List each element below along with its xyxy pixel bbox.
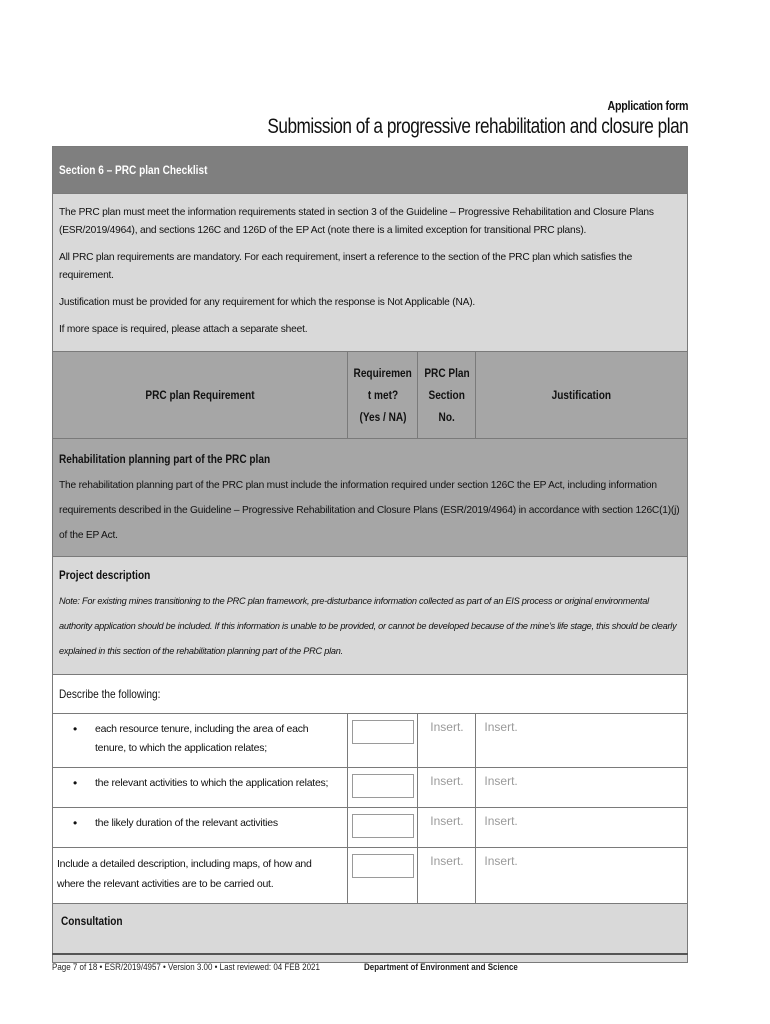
table-row	[53, 768, 688, 808]
section-no-field[interactable]: Insert.	[418, 768, 476, 808]
requirement-met-input[interactable]	[352, 854, 414, 878]
section-intro	[53, 194, 688, 352]
requirement-met-input[interactable]	[352, 774, 414, 798]
footer-page-info: Page 7 of 18 • ESR/2019/4957 • Version 3.00 • Last reviewed: 04 FEB 2021	[52, 962, 320, 973]
justification-field[interactable]: Insert.	[476, 808, 688, 848]
column-header-requirement-met: Requiremen t met? (Yes / NA)	[348, 352, 418, 439]
intro-paragraph: If more space is required, please attach a separate sheet.	[59, 324, 308, 335]
intro-paragraph: The PRC plan must meet the information requirements stated in section 3 of the Guideline – Progressive Rehabilitation and Closure Plans (ESR/2019/4964), and sections 126C and 126D of the EP Act (note there is a limited exception for transitional PRC plans).	[59, 207, 654, 236]
form-header	[175, 98, 688, 139]
table-row	[53, 848, 688, 904]
requirement-met-input[interactable]	[352, 814, 414, 838]
form-title: Submission of a progressive rehabilitation and closure plan	[267, 115, 688, 138]
column-header-section-no: PRC Plan Section No.	[418, 352, 476, 439]
section-no-field[interactable]: Insert.	[418, 714, 476, 768]
requirement-text: Include a detailed description, including maps, of how and where the relevant activities are to be carried out.	[57, 858, 312, 890]
requirement-met-input[interactable]	[352, 720, 414, 744]
project-title: Project description	[59, 568, 151, 582]
table-row	[53, 808, 688, 848]
requirement-text: the likely duration of the relevant activities	[95, 817, 278, 829]
rehab-planning-part	[53, 439, 688, 557]
intro-paragraph: All PRC plan requirements are mandatory. For each requirement, insert a reference to the section of the PRC plan which satisfies the requirement.	[59, 252, 633, 281]
requirement-met-cell	[348, 848, 418, 904]
project-note: Note: For existing mines transitioning to the PRC plan framework, pre-disturbance information collected as part of an EIS process or original environmental authority application should be included. If this information is unable to be provided, or cannot be developed because of the mine’s life stage, this should be clearly explained in this section of the rehabilitation planning part of the PRC plan.	[59, 596, 677, 656]
consultation-heading: Consultation	[53, 904, 688, 963]
section-no-field[interactable]: Insert.	[418, 848, 476, 904]
bullet-icon: •	[73, 816, 78, 830]
column-header-requirement: PRC plan Requirement	[53, 352, 348, 439]
requirement-met-cell	[348, 808, 418, 848]
justification-field[interactable]: Insert.	[476, 768, 688, 808]
requirement-cell	[53, 808, 348, 848]
column-header-justification: Justification	[476, 352, 688, 439]
requirement-text: the relevant activities to which the application relates;	[95, 777, 329, 789]
requirement-cell	[53, 714, 348, 768]
requirement-met-cell	[348, 714, 418, 768]
section-title: Section 6 – PRC plan Checklist	[53, 147, 688, 194]
requirement-met-cell	[348, 768, 418, 808]
justification-field[interactable]: Insert.	[476, 848, 688, 904]
intro-paragraph: Justification must be provided for any requirement for which the response is Not Applicable (NA).	[59, 297, 476, 308]
requirement-cell	[53, 768, 348, 808]
project-description	[53, 557, 688, 675]
requirement-cell	[53, 848, 348, 904]
rehab-part-text: The rehabilitation planning part of the PRC plan must include the information required under section 126C the EP Act, including information requirements described in the Guideline – Progressive Rehabilitation and Closure Plans (ESR/2019/4964) in accordance with section 126C(1)(j) of the EP Act.	[59, 480, 680, 541]
section-no-field[interactable]: Insert.	[418, 808, 476, 848]
footer-department: Department of Environment and Science	[364, 962, 518, 973]
justification-field[interactable]: Insert.	[476, 714, 688, 768]
table-row	[53, 714, 688, 768]
bullet-icon: •	[73, 722, 78, 736]
rehab-part-title: Rehabilitation planning part of the PRC plan	[59, 452, 271, 466]
bullet-icon: •	[73, 776, 78, 790]
requirement-text: each resource tenure, including the area of each tenure, to which the application relates;	[95, 723, 309, 754]
describe-label: Describe the following:	[53, 675, 688, 714]
form-label: Application form	[607, 98, 688, 113]
prc-checklist-table	[52, 146, 688, 963]
footer-divider	[52, 953, 688, 955]
